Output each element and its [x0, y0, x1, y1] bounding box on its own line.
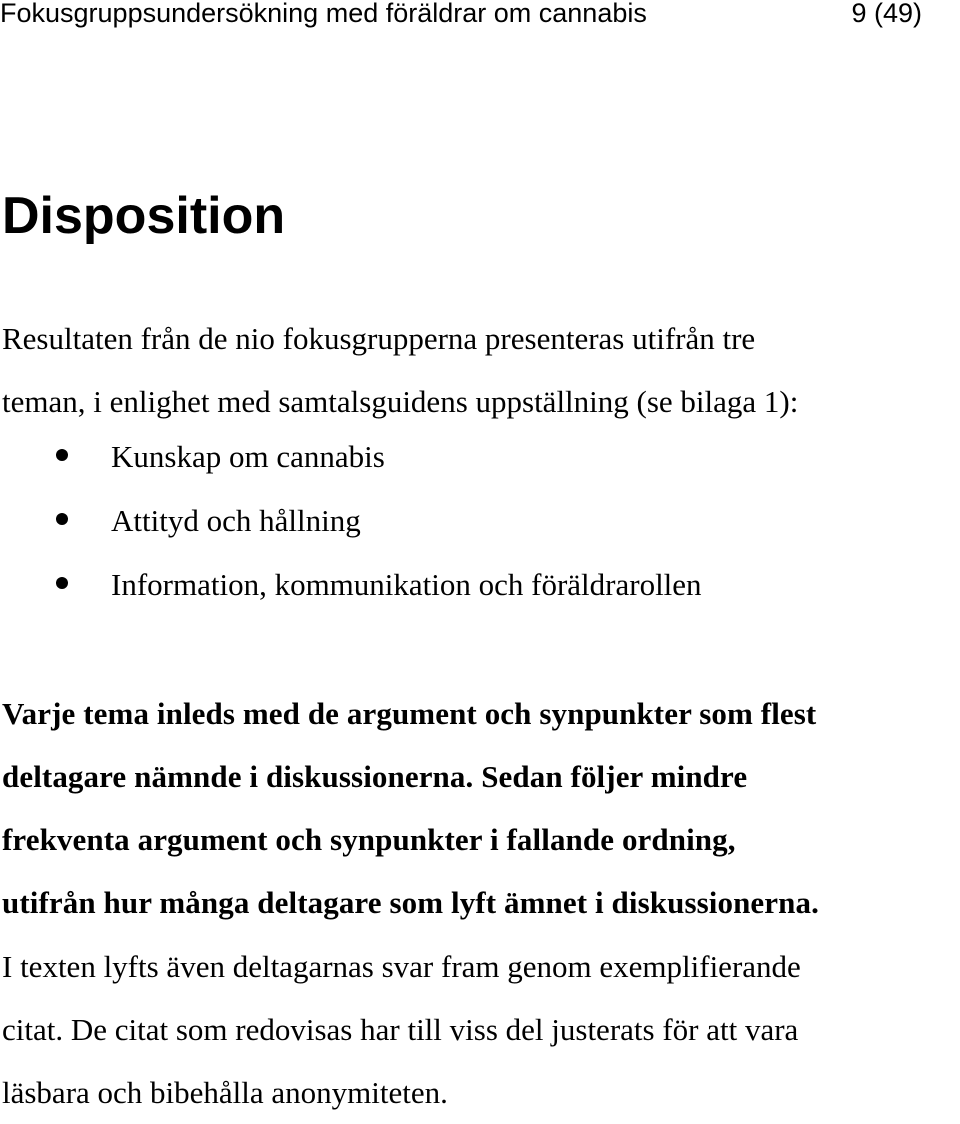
method-line: utifrån hur många deltagare som lyft ämnet i diskussionerna.	[2, 885, 819, 920]
intro-line: teman, i enlighet med samtalsguidens uppställning (se bilaga 1):	[2, 384, 799, 419]
theme-item-information	[0, 556, 702, 620]
theme-label: Attityd och hållning	[111, 503, 361, 538]
intro-paragraph	[2, 307, 952, 433]
bullet-icon	[56, 577, 68, 589]
method-line: frekventa argument och synpunkter i fallande ordning,	[2, 822, 736, 857]
method-paragraph	[2, 682, 960, 934]
document-title: Fokusgruppsundersökning med föräldrar om cannabis	[0, 0, 647, 28]
bullet-icon	[56, 513, 68, 525]
page-number: 9 (49)	[851, 0, 922, 28]
intro-line: Resultaten från de nio fokusgrupperna presenteras utifrån tre	[2, 321, 756, 356]
theme-item-knowledge	[0, 428, 702, 492]
quotes-paragraph	[2, 935, 960, 1124]
theme-item-attitude	[0, 492, 702, 556]
quotes-line: läsbara och bibehålla anonymiteten.	[2, 1075, 448, 1110]
page-header	[0, 0, 960, 40]
theme-list	[0, 428, 702, 620]
method-line: deltagare nämnde i diskussionerna. Sedan följer mindre	[2, 759, 748, 794]
theme-label: Information, kommunikation och föräldrarollen	[111, 567, 702, 602]
method-line: Varje tema inleds med de argument och synpunkter som flest	[2, 696, 817, 731]
bullet-icon	[56, 449, 68, 461]
theme-label: Kunskap om cannabis	[111, 439, 385, 474]
quotes-line: citat. De citat som redovisas har till viss del justerats för att vara	[2, 1012, 799, 1047]
quotes-line: I texten lyfts även deltagarnas svar fram genom exemplifierande	[2, 949, 801, 984]
section-heading: Disposition	[2, 187, 286, 245]
